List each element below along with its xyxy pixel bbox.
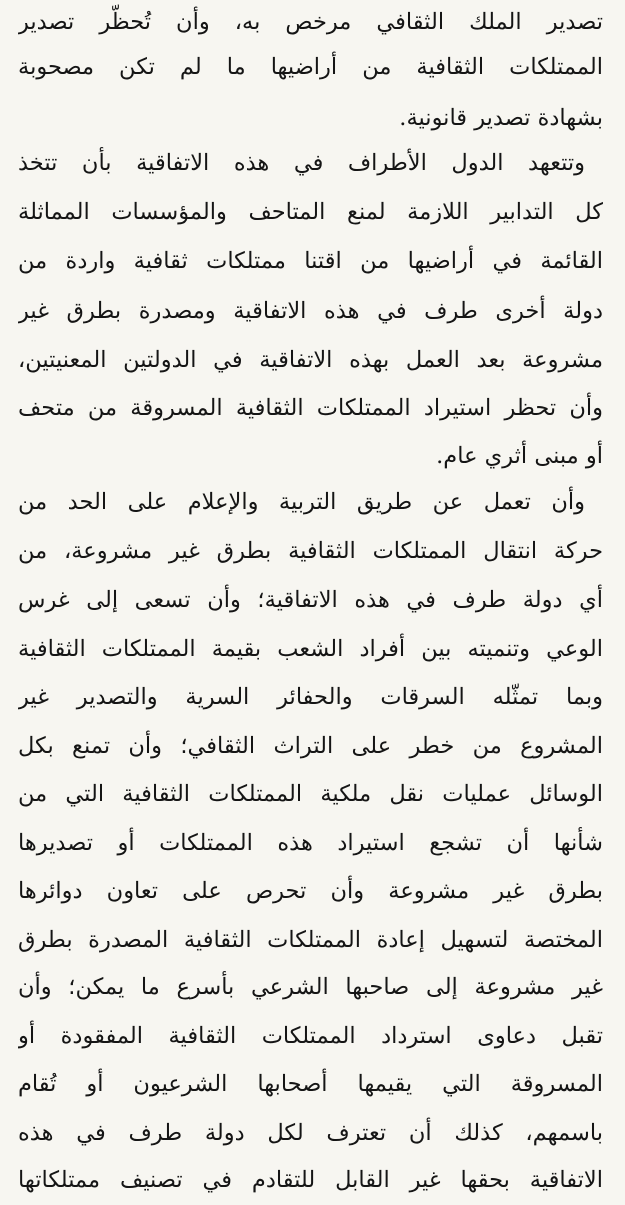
text-line-1: تصدير الملك الثقافي مرخص به، وأن تُحظّر تصدير (18, 9, 603, 35)
text-line-21: غير مشروعة إلى صاحبها الشرعي بأسرع ما يمكن؛ وأن (18, 974, 603, 1000)
text-line-11: وأن تعمل عن طريق التربية والإعلام على الحد من (18, 489, 585, 515)
text-line-14: الوعي وتنميته بين أفراد الشعب بقيمة الممتلكات الثقافية (18, 636, 603, 662)
text-line-17: الوسائل عمليات نقل ملكية الممتلكات الثقافية التي من (18, 781, 603, 807)
text-line-16: المشروع من خطر على التراث الثقافي؛ وأن تمنع بكل (18, 733, 603, 759)
text-line-7: دولة أخرى طرف في هذه الاتفاقية ومصدرة بطرق غير (18, 298, 603, 324)
text-line-25: الاتفاقية بحقها غير القابل للتقادم في تصنيف ممتلكاتها (18, 1167, 603, 1193)
text-line-23: المسروقة التي يقيمها أصحابها الشرعيون أو تُقام (18, 1071, 603, 1097)
text-line-22: تقبل دعاوى استرداد الممتلكات الثقافية المفقودة أو (18, 1023, 603, 1049)
text-line-6: القائمة في أراضيها من اقتنا ممتلكات ثقافية واردة من (18, 248, 603, 274)
text-line-10: أو مبنى أثري عام. (436, 443, 603, 469)
text-line-4: وتتعهد الدول الأطراف في هذه الاتفاقية بأن تتخذ (18, 150, 585, 176)
text-line-15: وبما تمثّله السرقات والحفائر السرية والتصدير غير (18, 684, 603, 710)
text-line-12: حركة انتقال الممتلكات الثقافية بطرق غير مشروعة، من (18, 538, 603, 564)
text-line-5: كل التدابير اللازمة لمنع المتاحف والمؤسسات المماثلة (18, 199, 603, 225)
text-line-19: بطرق غير مشروعة وأن تحرص على تعاون دوائرها (18, 878, 603, 904)
text-line-3: بشهادة تصدير قانونية. (399, 105, 603, 131)
text-line-20: المختصة لتسهيل إعادة الممتلكات الثقافية المصدرة بطرق (18, 927, 603, 953)
text-line-8: مشروعة بعد العمل بهذه الاتفاقية في الدولتين المعنيتين، (18, 347, 603, 373)
text-line-13: أي دولة طرف في هذه الاتفاقية؛ وأن تسعى إلى غرس (18, 587, 603, 613)
text-line-9: وأن تحظر استيراد الممتلكات الثقافية المسروقة من متحف (18, 395, 603, 421)
text-line-18: شأنها أن تشجع استيراد هذه الممتلكات أو تصديرها (18, 830, 603, 856)
text-line-2: الممتلكات الثقافية من أراضيها ما لم تكن مصحوبة (18, 54, 603, 80)
text-line-24: باسمهم، كذلك أن تعترف لكل دولة طرف في هذه (18, 1120, 603, 1146)
